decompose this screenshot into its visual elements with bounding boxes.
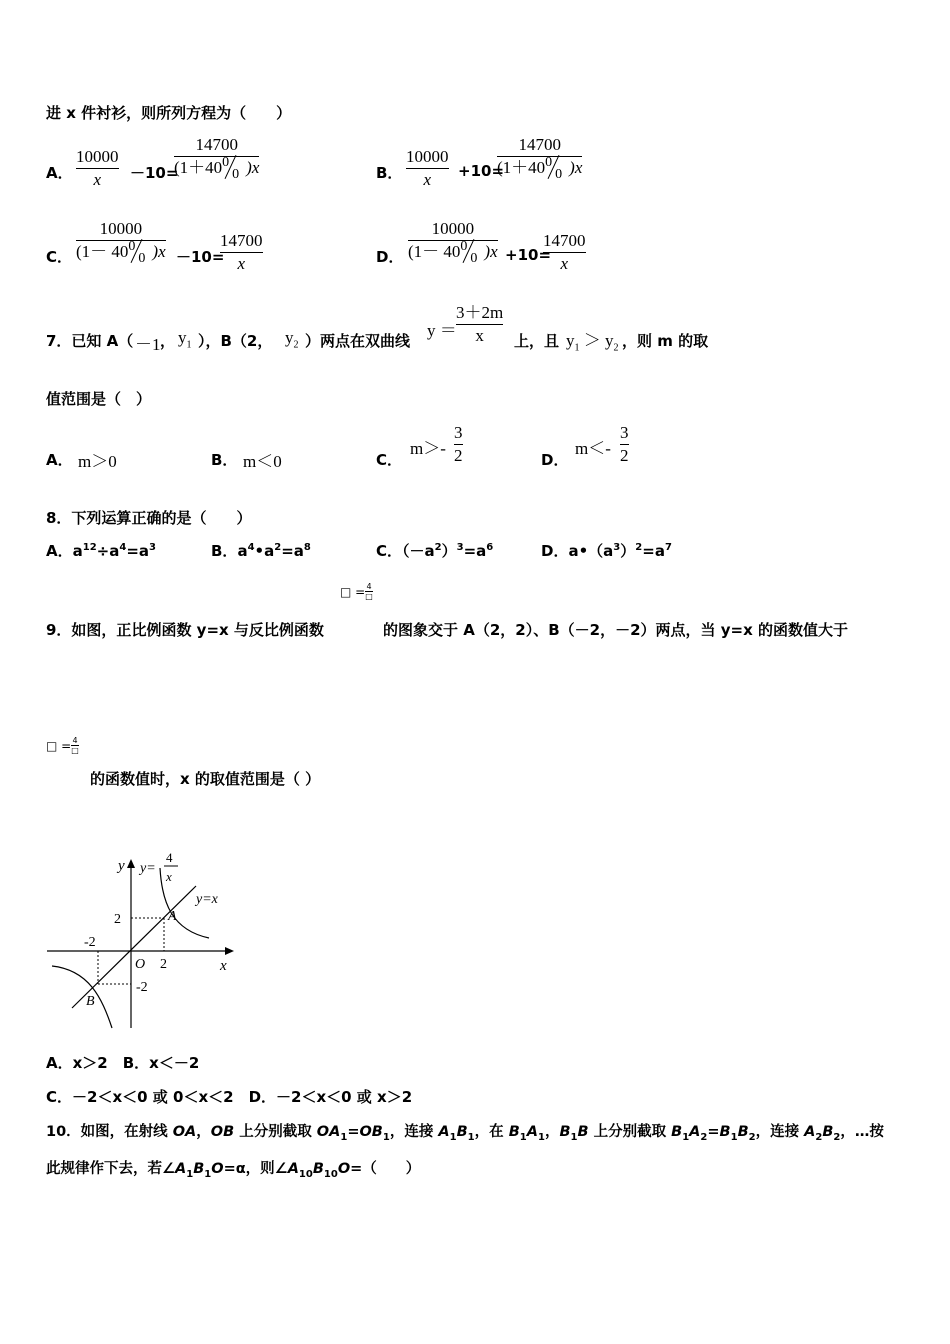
numerator: 10000 — [431, 219, 475, 238]
denominator: 2 — [620, 446, 629, 465]
tick-y-pos: 2 — [114, 912, 121, 927]
q7-point-b-y: $y_2$ — [285, 328, 299, 351]
q6-option-c-frac1 — [76, 218, 166, 267]
x-axis-label: x — [220, 958, 227, 974]
q6-option-d-operator: +10= — [505, 246, 552, 264]
numerator: 10000 — [99, 219, 143, 238]
q9-graph — [44, 848, 240, 1030]
curve-label-y: y= — [140, 861, 156, 876]
numerator: 10000 — [406, 147, 449, 166]
q6-stem-tail: 进 x 件衬衫，则所列方程为（ ） — [46, 104, 292, 122]
q7-condition: $y_1 > y_2$ — [566, 331, 619, 354]
q9-line2: 的函数值时，x 的取值范围是（ ） — [90, 770, 321, 788]
q6-option-d-frac2 — [543, 230, 586, 275]
q6-option-a-frac1 — [76, 146, 119, 191]
q7-option-c-frac — [454, 422, 463, 467]
y-axis-label: y — [118, 858, 125, 874]
q8-option-c: C．$(-a^2)^3=a^6$ — [376, 542, 494, 560]
q7-curve-y: y ＝ — [427, 321, 457, 340]
q6-option-b-label: B． — [376, 164, 403, 182]
q7-mid3: 上，且 — [514, 332, 560, 350]
q6-option-a-operator: －10= — [130, 164, 179, 182]
q7-option-c-pre: m＞- — [410, 439, 446, 458]
q6-option-a-label: A． — [46, 164, 73, 182]
q9-stem-a: 9．如图，正比例函数 y=x 与反比例函数 — [46, 621, 324, 639]
q9-option-cd: C．－2＜x＜0 或 0＜x＜2 D．－2＜x＜0 或 x＞2 — [46, 1088, 413, 1106]
q7-mid1: ），B（2， — [198, 332, 273, 350]
q9-stem-b: 的图象交于 A（2，2）、B（－2，－2）两点，当 y=x 的函数值大于 — [383, 621, 848, 639]
q7-point-a-y: $y_1$ — [178, 328, 192, 351]
y-axis-arrow — [127, 859, 135, 868]
q7-option-d-pre: m＜- — [575, 439, 611, 458]
numerator: 3 — [620, 423, 629, 442]
q6-option-b-frac2 — [497, 134, 583, 183]
q7-option-a: m＞0 — [78, 452, 117, 471]
curve-label-num: 4 — [166, 850, 173, 865]
denominator: x — [475, 326, 484, 345]
q7-point-a-x: －1 — [135, 335, 161, 354]
denominator: (1－ 40 0 0 )x — [76, 239, 166, 267]
hyperbola-branch-2 — [52, 966, 112, 1028]
q7-suffix: ，则 m 的取 — [622, 332, 709, 350]
q6-option-c-frac2 — [220, 230, 263, 275]
line-label: y=x — [196, 892, 218, 907]
q7-option-b: m＜0 — [243, 452, 282, 471]
numerator: 3＋2m — [456, 303, 504, 322]
q6-option-b-operator: +10= — [458, 162, 505, 180]
numerator: 3 — [454, 423, 463, 442]
q8-option-a: A．$a^{12}\div a^4=a^3$ — [46, 542, 156, 560]
q9-option-ab: A．x＞2 B．x＜－2 — [46, 1054, 200, 1072]
q8-stem: 8．下列运算正确的是（ ） — [46, 509, 252, 527]
point-b-label: B — [86, 994, 95, 1009]
q7-prefix: 7．已知 A（ — [46, 332, 134, 350]
q10-line1: 10．如图，在射线 OA，OB 上分别截取 $OA_1=OB_1$，连接 $A_1B_1$，在 $B_1A_1$，$B_1B$ 上分别截取 $B_1A_2=B_1B_2$，连接 $A_2B_2$，…按 — [46, 1124, 884, 1143]
q6-option-d-label: D． — [376, 248, 404, 266]
denominator: (1＋40 0 0 )x — [174, 155, 260, 183]
denominator: x — [560, 254, 569, 273]
point-a-label: A — [168, 909, 177, 924]
denominator: (1－ 40 0 0 )x — [408, 239, 498, 267]
q6-option-c-label: C． — [46, 248, 73, 266]
tick-x-neg: -2 — [84, 935, 96, 950]
q7-sep: ， — [160, 332, 176, 350]
q7-option-d-frac — [620, 422, 629, 467]
tick-y-neg: -2 — [136, 980, 148, 995]
denominator: x — [93, 170, 102, 189]
denominator: x — [423, 170, 432, 189]
q10-line2: 此规律作下去，若$\angle A_1B_1O=\alpha$，则$\angle A_{10}B_{10}O=$（ ） — [46, 1161, 421, 1180]
numerator: 10000 — [76, 147, 119, 166]
q7-line2: 值范围是（ ） — [46, 390, 152, 408]
curve-label-den: x — [166, 869, 172, 884]
denominator: (1＋40 0 0 )x — [497, 155, 583, 183]
q8-option-d: D．$a•(a^3)^2=a^7$ — [541, 542, 672, 560]
q7-option-c-label: C． — [376, 451, 403, 469]
denominator: 2 — [454, 446, 463, 465]
origin-label: O — [135, 957, 146, 972]
q7-curve-frac — [456, 302, 503, 347]
q7-mid2: ）两点在双曲线 — [305, 332, 411, 350]
q8-option-b: B．$a^4•a^2=a^8$ — [211, 542, 311, 560]
q7-option-d-label: D． — [541, 451, 569, 469]
numerator: 14700 — [195, 135, 238, 154]
q6-option-b-frac1 — [406, 146, 449, 191]
q6-option-d-frac1 — [408, 218, 498, 267]
numerator: 14700 — [220, 231, 263, 250]
q9-inline-eq-2: □ = 4 □ — [46, 736, 79, 755]
q7-option-b-label: B． — [211, 451, 238, 469]
q6-option-c-operator: －10= — [176, 248, 225, 266]
numerator: 14700 — [518, 135, 561, 154]
q6-option-a-frac2 — [174, 134, 260, 183]
x-axis-arrow — [225, 947, 234, 955]
q9-inline-eq-1: □ = 4 □ — [340, 582, 373, 601]
tick-x-pos: 2 — [160, 957, 167, 972]
q7-option-a-label: A． — [46, 451, 73, 469]
denominator: x — [237, 254, 246, 273]
numerator: 14700 — [543, 231, 586, 250]
